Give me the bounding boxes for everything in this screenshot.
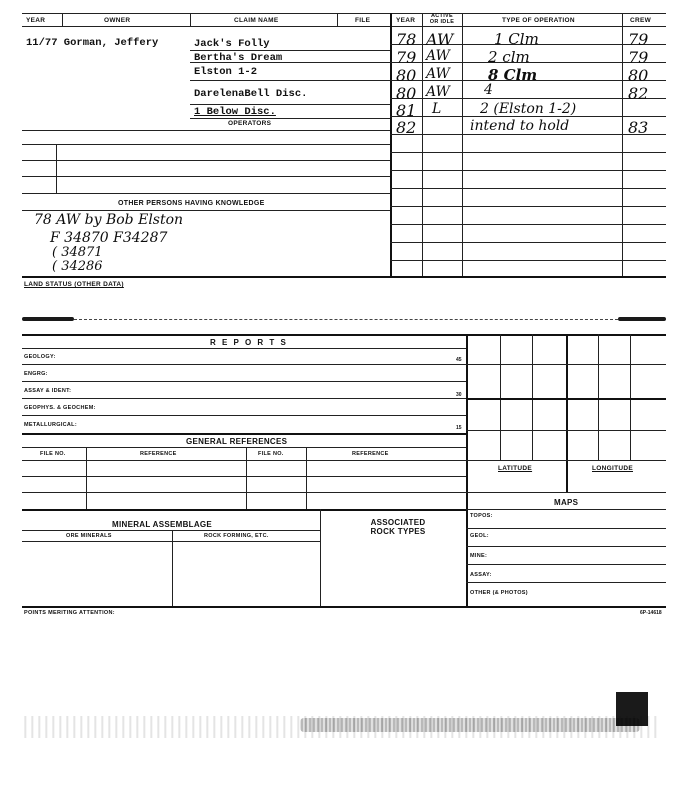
rock-types-label: ROCK TYPES <box>370 527 426 536</box>
ref-col-file-no-2: FILE NO. <box>258 451 284 457</box>
rule <box>22 530 320 531</box>
rule <box>306 447 307 509</box>
knowledge-line: F 34870 F34287 <box>50 230 168 246</box>
activity-year: 80 <box>396 66 417 85</box>
rule <box>22 334 666 336</box>
claim-name: DarelenaBell Disc. <box>194 88 308 100</box>
activity-status: AW <box>426 30 454 49</box>
rule <box>466 528 666 529</box>
rule <box>466 546 666 547</box>
header-owner: OWNER <box>104 17 131 24</box>
rule <box>466 364 666 365</box>
rule <box>622 13 623 276</box>
rule <box>466 460 666 461</box>
rule <box>22 130 390 131</box>
report-geology: GEOLOGY: <box>24 354 56 360</box>
rule <box>466 582 666 583</box>
rule <box>22 193 390 194</box>
rule <box>390 242 666 243</box>
header-claim-name: CLAIM NAME <box>234 17 279 24</box>
rule <box>22 447 466 448</box>
rule <box>630 334 631 460</box>
ref-col-reference-2: REFERENCE <box>352 451 389 457</box>
report-engrg: ENGRG: <box>24 371 48 377</box>
longitude-label: LONGITUDE <box>592 465 633 472</box>
report-assay: ASSAY & IDENT: <box>24 388 72 394</box>
rule <box>22 210 390 211</box>
activity-crew: 79 <box>628 48 649 67</box>
rule <box>22 415 466 416</box>
rule <box>390 170 666 171</box>
rule <box>390 13 392 276</box>
rule <box>190 50 390 51</box>
activity-operation: 4 <box>484 82 493 98</box>
rule <box>190 80 390 81</box>
rule <box>56 144 57 193</box>
rule <box>22 398 466 399</box>
maps-topos: TOPOS: <box>470 513 493 519</box>
activity-status: AW <box>426 66 450 82</box>
operators-label: OPERATORS <box>228 120 272 127</box>
rule <box>390 206 666 207</box>
report-metallurgical: METALLURGICAL: <box>24 422 77 428</box>
rule <box>22 160 390 161</box>
reports-title: R E P O R T S <box>210 338 288 347</box>
rule <box>22 13 666 14</box>
ore-minerals-label: ORE MINERALS <box>66 533 112 539</box>
activity-status: L <box>432 101 442 117</box>
rule <box>22 364 466 365</box>
rule <box>466 334 468 606</box>
rule <box>190 13 191 26</box>
rule <box>22 509 466 511</box>
knowledge-label: OTHER PERSONS HAVING KNOWLEDGE <box>118 200 265 207</box>
header-type-of-operation: TYPE OF OPERATION <box>502 17 575 24</box>
associated-rock-types <box>330 518 466 536</box>
rule <box>566 334 568 492</box>
ref-col-reference: REFERENCE <box>140 451 177 457</box>
claim-name: Jack's Folly <box>194 38 270 50</box>
rule <box>500 334 501 460</box>
knowledge-line: ( 34286 <box>52 259 103 274</box>
maps-mine: MINE: <box>470 553 488 559</box>
knowledge-line: ( 34871 <box>52 245 103 260</box>
activity-crew: 83 <box>628 118 649 137</box>
general-references-title: GENERAL REFERENCES <box>186 437 288 446</box>
report-mark: 30 <box>456 392 462 398</box>
rule <box>22 433 466 435</box>
activity-year: 82 <box>396 118 417 137</box>
knowledge-line: 78 AW by Bob Elston <box>34 212 184 228</box>
activity-crew: 80 <box>628 66 649 85</box>
scan-mark <box>618 317 666 321</box>
claim-name: 1 Below Disc. <box>194 106 276 118</box>
rule <box>74 319 618 320</box>
rule <box>390 152 666 153</box>
rule <box>22 176 390 177</box>
rule <box>466 398 666 400</box>
report-mark: 15 <box>456 425 462 431</box>
rule <box>22 460 466 461</box>
maps-other: OTHER (& PHOTOS) <box>470 590 528 596</box>
associated-label: ASSOCIATED <box>370 518 426 527</box>
header-year-2: YEAR <box>396 17 416 24</box>
activity-crew: 79 <box>628 30 649 49</box>
rule <box>22 144 390 145</box>
rule <box>22 606 666 608</box>
report-mark: 45 <box>456 357 462 363</box>
maps-geol: GEOL: <box>470 533 489 539</box>
header-file: FILE <box>355 17 371 24</box>
activity-year: 79 <box>396 48 417 67</box>
rule <box>390 188 666 189</box>
report-geophys: GEOPHYS. & GEOCHEM: <box>24 405 96 411</box>
rule <box>466 430 666 431</box>
header-or-idle: OR IDLE <box>429 19 455 25</box>
claim-name: Elston 1-2 <box>194 66 258 78</box>
activity-status: AW <box>426 48 450 64</box>
rule <box>337 13 338 26</box>
activity-operation: 8 Clm <box>488 66 538 84</box>
rule <box>466 509 666 510</box>
activity-operation: 2 clm <box>488 48 530 66</box>
rule <box>320 509 321 606</box>
rule <box>190 104 390 105</box>
activity-year: 78 <box>396 30 417 49</box>
rule <box>466 564 666 565</box>
rule <box>22 348 466 349</box>
rule <box>390 224 666 225</box>
form-number: 6P-14618 <box>640 610 662 616</box>
rule <box>462 13 463 276</box>
activity-year: 81 <box>396 101 417 120</box>
claim-name: Bertha's Dream <box>194 52 283 64</box>
header-year: YEAR <box>26 17 46 24</box>
latitude-label: LATITUDE <box>498 465 533 472</box>
points-meriting-attention: POINTS MERITING ATTENTION: <box>24 610 115 616</box>
ref-col-file-no: FILE NO. <box>40 451 66 457</box>
header-active: ACTIVE <box>431 13 453 19</box>
owner-entry: 11/77 Gorman, Jeffery <box>26 37 159 49</box>
activity-crew: 82 <box>628 84 649 103</box>
scan-noise-band <box>300 718 640 732</box>
rule <box>246 447 247 509</box>
rule <box>22 476 466 477</box>
mineral-assemblage-title: MINERAL ASSEMBLAGE <box>112 520 213 529</box>
rule <box>390 260 666 261</box>
rule <box>22 381 466 382</box>
activity-status: AW <box>426 84 450 100</box>
rule <box>466 492 666 493</box>
rule <box>22 26 666 27</box>
rule <box>532 334 533 460</box>
rule <box>22 276 666 278</box>
activity-operation: intend to hold <box>470 118 570 134</box>
header-crew: CREW <box>630 17 652 24</box>
rule <box>22 541 320 542</box>
rule <box>22 492 466 493</box>
activity-operation: 1 Clm <box>494 30 539 48</box>
rule <box>190 118 390 119</box>
rule <box>62 13 63 26</box>
rule <box>390 134 666 135</box>
land-status-label: LAND STATUS (OTHER DATA) <box>24 281 124 288</box>
scan-mark <box>22 317 74 321</box>
maps-title: MAPS <box>554 498 579 507</box>
activity-year: 80 <box>396 84 417 103</box>
activity-operation: 2 (Elston 1-2) <box>480 101 577 117</box>
maps-assay: ASSAY: <box>470 572 492 578</box>
rock-forming-label: ROCK FORMING, ETC. <box>204 533 269 539</box>
rule <box>598 334 599 460</box>
rule <box>422 13 423 276</box>
header-active-or-idle <box>424 13 460 25</box>
rule <box>86 447 87 509</box>
